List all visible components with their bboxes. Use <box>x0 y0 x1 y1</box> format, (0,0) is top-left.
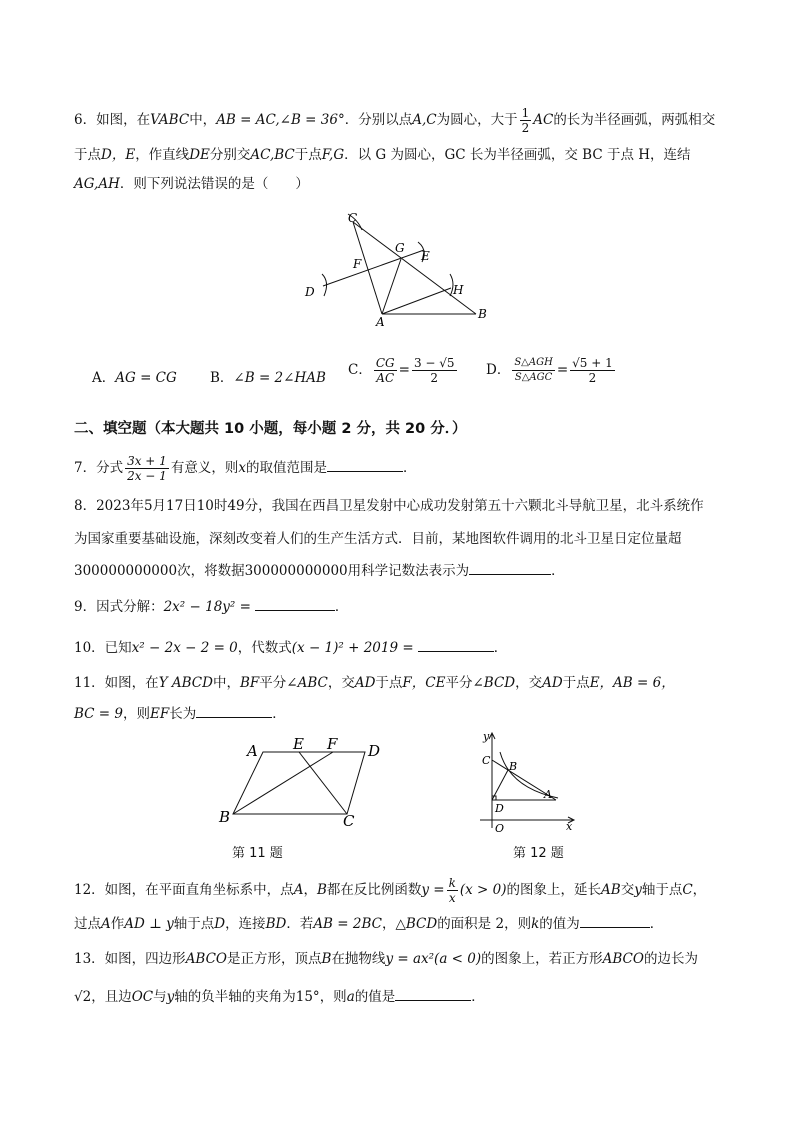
label-e: E <box>293 738 304 753</box>
label-a: A <box>544 788 552 801</box>
q6-text: 6．如图，在 <box>74 112 151 128</box>
q11-segment: AD <box>354 675 376 691</box>
q12-perpendicular: AD ⊥ y <box>124 916 174 932</box>
q12-variable: k <box>531 916 540 932</box>
q7-end: ． <box>402 460 417 476</box>
q12-text: 作 <box>110 916 125 932</box>
option-b[interactable] <box>210 366 326 386</box>
q12-text: 的图象上，延长 <box>506 882 602 898</box>
q11-caption: 第 11 题 <box>232 846 283 861</box>
q6-text: 中， <box>189 112 217 128</box>
label-b: B <box>478 307 487 321</box>
q6-text: 为圆心，大于 <box>436 112 518 128</box>
option-c-value-denominator: 2 <box>430 371 439 385</box>
option-b-label: B． <box>210 370 234 386</box>
q8-line-2: 为国家重要基础设施，深刻改变着人们的生产生活方式．目前，某地图软件调用的北斗卫星日定位量超 <box>74 531 682 547</box>
q12-text: 12．如图，在平面直角坐标系中，点 <box>74 882 294 898</box>
q7-text: 7．分式 <box>74 460 124 476</box>
q6-text: ，作直线 <box>135 147 190 163</box>
q9 <box>74 597 348 616</box>
q6-line-1 <box>74 106 715 135</box>
q11-line-2 <box>74 704 286 723</box>
option-d-denominator: S△AGC <box>514 372 553 383</box>
q11-angle: ∠BCD <box>472 675 516 691</box>
q13-side-length: √2 <box>74 989 92 1005</box>
q8-line-1: 8．2023年5月17日10时49分，我国在西昌卫星发射中心成功发射第五十六颗北斗导航卫星，北斗系统作 <box>74 498 704 514</box>
label-f: F <box>353 257 362 271</box>
q12-axis: y <box>634 882 642 898</box>
q11-text: 11．如图，在 <box>74 675 159 691</box>
q12-text: 的值为 <box>539 916 580 932</box>
option-a-label: A． <box>92 370 116 386</box>
q13-condition: (a < 0) <box>434 951 482 967</box>
segment-ag <box>382 259 401 314</box>
q7-fraction <box>125 454 169 483</box>
line-de <box>323 250 424 286</box>
q12-text: ， <box>381 916 396 932</box>
q6-text: ．分别以点 <box>344 112 413 128</box>
q11-text: 中， <box>212 675 240 691</box>
q6-segment: AC <box>533 112 554 128</box>
half-fraction <box>520 106 532 135</box>
q11-segment: EF <box>149 706 170 722</box>
label-x: x <box>566 820 573 832</box>
q6-points: F,G <box>321 147 345 163</box>
q12-end: ． <box>649 916 664 932</box>
q7 <box>74 454 416 483</box>
q12-text: ， <box>692 882 707 898</box>
q12-text: 都在反比例函数 <box>326 882 422 898</box>
q7-numerator: 3x + 1 <box>127 454 167 468</box>
q11-segment: BF <box>239 675 260 691</box>
q12-caption: 第 12 题 <box>513 846 564 861</box>
option-d-value <box>570 356 615 385</box>
q12-text: 轴于点 <box>641 882 683 898</box>
q12-numerator: k <box>448 876 456 890</box>
q12-condition: AB = 2BC <box>313 916 382 932</box>
label-b: B <box>219 808 231 826</box>
q12-point: A <box>101 916 111 932</box>
q12-text: 交 <box>620 882 635 898</box>
q6-text: ．以 G 为圆心，GC 长为半径画弧，交 BC 于点 H，连结 <box>344 147 691 163</box>
q6-line: DE <box>189 147 210 163</box>
q12-fraction <box>447 876 458 905</box>
label-c: C <box>348 211 358 225</box>
q8-text: 300000000000次，将数据300000000000用科学记数法表示为 <box>74 563 470 579</box>
q13-text: ，则 <box>319 989 347 1005</box>
q7-text: 的取值范围是 <box>245 460 327 476</box>
q8-line-3 <box>74 561 565 580</box>
q12-function: y = <box>421 882 445 898</box>
option-c-label: C． <box>348 362 372 378</box>
q12-point: C <box>682 882 693 898</box>
option-d-numerator: S△AGH <box>512 356 554 371</box>
q13-line-1 <box>74 950 698 968</box>
q6-line-2 <box>74 146 691 164</box>
q6-text: 分别交 <box>209 147 251 163</box>
q11-text: 长为 <box>169 706 197 722</box>
label-d: D <box>368 742 381 760</box>
option-c-value-numerator: 3 − √5 <box>413 356 455 370</box>
option-d-fraction <box>512 356 554 385</box>
q13-end: ． <box>471 989 485 1005</box>
q13-square: ABCO <box>185 951 228 967</box>
label-c: C <box>482 754 491 767</box>
q6-triangle: VABC <box>150 112 190 128</box>
half-denominator: 2 <box>521 121 530 135</box>
label-c: C <box>343 812 355 830</box>
q6-text: 的长为半径画弧，两弧相交 <box>553 112 716 128</box>
q12-line-1 <box>74 876 706 905</box>
label-e: E <box>421 249 430 263</box>
q6-figure <box>300 210 500 330</box>
q13-text: ，且边 <box>91 989 132 1005</box>
q7-answer-blank[interactable] <box>327 458 403 472</box>
q12-point: A <box>293 882 304 898</box>
q13-angle: 15° <box>295 989 320 1005</box>
label-h: H <box>453 283 464 297</box>
q11-line-1 <box>74 674 675 692</box>
q11-text: 于点 <box>375 675 403 691</box>
q12-text: 轴于点 <box>173 916 215 932</box>
section-heading: 二、填空题（本大题共 10 小题，每小题 2 分，共 20 分．） <box>74 421 467 437</box>
label-d: D <box>305 285 315 299</box>
q11-segment: AD <box>542 675 563 691</box>
q11-text: ，则 <box>122 706 150 722</box>
q12-figure <box>470 728 580 832</box>
option-d-label: D． <box>486 362 511 378</box>
q12-point: B <box>316 882 327 898</box>
q11-answer-blank[interactable] <box>196 704 272 718</box>
option-c-numerator: CG <box>375 356 395 370</box>
label-f: F <box>327 738 338 753</box>
option-c-denominator: AC <box>376 371 395 385</box>
q9-expression: 2x² − 18y² = <box>163 599 251 615</box>
option-c-value <box>412 356 457 385</box>
q13-answer-blank[interactable] <box>395 987 471 1001</box>
q11-text: 平分 <box>445 675 473 691</box>
q8-answer-blank[interactable] <box>469 561 551 575</box>
q10-equation: x² − 2x − 2 = 0 <box>131 640 238 656</box>
q12-segment: BD <box>265 916 287 932</box>
label-g: G <box>395 241 405 255</box>
option-a[interactable] <box>92 366 177 386</box>
option-d-value-denominator: 2 <box>588 371 597 385</box>
option-b-text: ∠B = 2∠HAB <box>233 370 326 386</box>
parallelogram-abcd <box>233 752 365 814</box>
q10 <box>74 638 507 657</box>
option-d-value-numerator: √5 + 1 <box>572 356 613 370</box>
q9-text: 9．因式分解： <box>74 599 164 615</box>
q6-text: 于点 <box>74 147 101 163</box>
q10-text: 10．已知 <box>74 640 132 656</box>
q11-condition: BC = 9 <box>74 706 123 722</box>
q12-line-2 <box>74 914 663 933</box>
segment-cb <box>353 222 476 314</box>
q11-text: ，交 <box>327 675 355 691</box>
q13-parabola: y = ax² <box>385 951 435 967</box>
option-c-fraction <box>374 356 397 385</box>
segment-ce <box>299 752 347 814</box>
q6-segments: AC,BC <box>250 147 295 163</box>
q11-text: 于点 <box>562 675 590 691</box>
q6-condition: AB = AC,∠B = 36° <box>216 112 345 128</box>
q13-text: 的值是 <box>354 989 396 1005</box>
label-o: O <box>495 822 505 832</box>
q6-line-3 <box>74 175 309 193</box>
option-d[interactable] <box>486 356 617 385</box>
q6-segments: AG,AH <box>74 176 120 192</box>
q7-text: 有意义，则 <box>170 460 239 476</box>
q10-text: ，代数式 <box>237 640 292 656</box>
q12-text: 的面积是 2，则 <box>437 916 532 932</box>
label-d: D <box>495 802 504 815</box>
q13-line-2 <box>74 987 485 1006</box>
q11-text: ，交 <box>515 675 543 691</box>
q13-text: 13．如图，四边形 <box>74 951 186 967</box>
q13-square: ABCO <box>602 951 644 967</box>
q13-text: 在抛物线 <box>331 951 386 967</box>
q13-text: 是正方形，顶点 <box>227 951 322 967</box>
q12-segment: AB <box>601 882 621 898</box>
option-d-equals: = <box>556 362 569 378</box>
q8-end: ． <box>551 563 565 579</box>
q13-text: 与 <box>153 989 167 1005</box>
q6-text: 于点 <box>294 147 322 163</box>
q12-domain: (x > 0) <box>459 882 507 898</box>
option-c-equals: = <box>398 362 410 378</box>
q13-text: 的边长为 <box>643 951 698 967</box>
label-a: A <box>247 742 258 760</box>
q7-denominator: 2x − 1 <box>127 469 167 483</box>
q11-segment: F，CE <box>402 675 446 691</box>
q11-angle: ∠ABC <box>286 675 328 691</box>
option-c[interactable] <box>348 356 459 385</box>
q12-text: ，连接 <box>225 916 266 932</box>
label-y: y <box>483 730 490 743</box>
label-b: B <box>509 760 518 773</box>
half-numerator: 1 <box>521 106 530 120</box>
q11-parallelogram: Y ABCD <box>158 675 213 691</box>
q10-end: ． <box>493 640 508 656</box>
q13-text: 的图象上，若正方形 <box>481 951 603 967</box>
q9-answer-blank[interactable] <box>255 597 335 611</box>
q6-points: A,C <box>412 112 437 128</box>
q12-triangle: △BCD <box>395 916 438 932</box>
q6-text: ．则下列说法错误的是（ ） <box>119 176 309 192</box>
q10-expression: (x − 1)² + 2019 = <box>291 640 414 656</box>
q13-text: 轴的负半轴的夹角为 <box>174 989 296 1005</box>
q13-variable: a <box>346 989 355 1005</box>
q12-text: 过点 <box>74 916 101 932</box>
q13-point: B <box>321 951 332 967</box>
q12-denominator: x <box>448 891 456 905</box>
q12-answer-blank[interactable] <box>580 914 650 928</box>
q13-segment: OC <box>131 989 154 1005</box>
segment-ah <box>382 288 451 314</box>
label-a: A <box>376 315 385 329</box>
q10-answer-blank[interactable] <box>418 638 494 652</box>
q6-points: D，E <box>101 147 136 163</box>
q13-axis: y <box>166 989 175 1005</box>
q11-text: 平分 <box>259 675 287 691</box>
q7-variable: x <box>238 460 246 476</box>
q12-text: ， <box>303 882 317 898</box>
q12-text: ．若 <box>286 916 314 932</box>
q11-figure <box>215 738 390 830</box>
option-a-text: AG = CG <box>115 370 177 386</box>
q9-end: ． <box>334 599 349 615</box>
q11-end: ． <box>272 706 286 722</box>
q11-condition: E，AB = 6， <box>589 675 675 691</box>
q12-point: D <box>214 916 226 932</box>
